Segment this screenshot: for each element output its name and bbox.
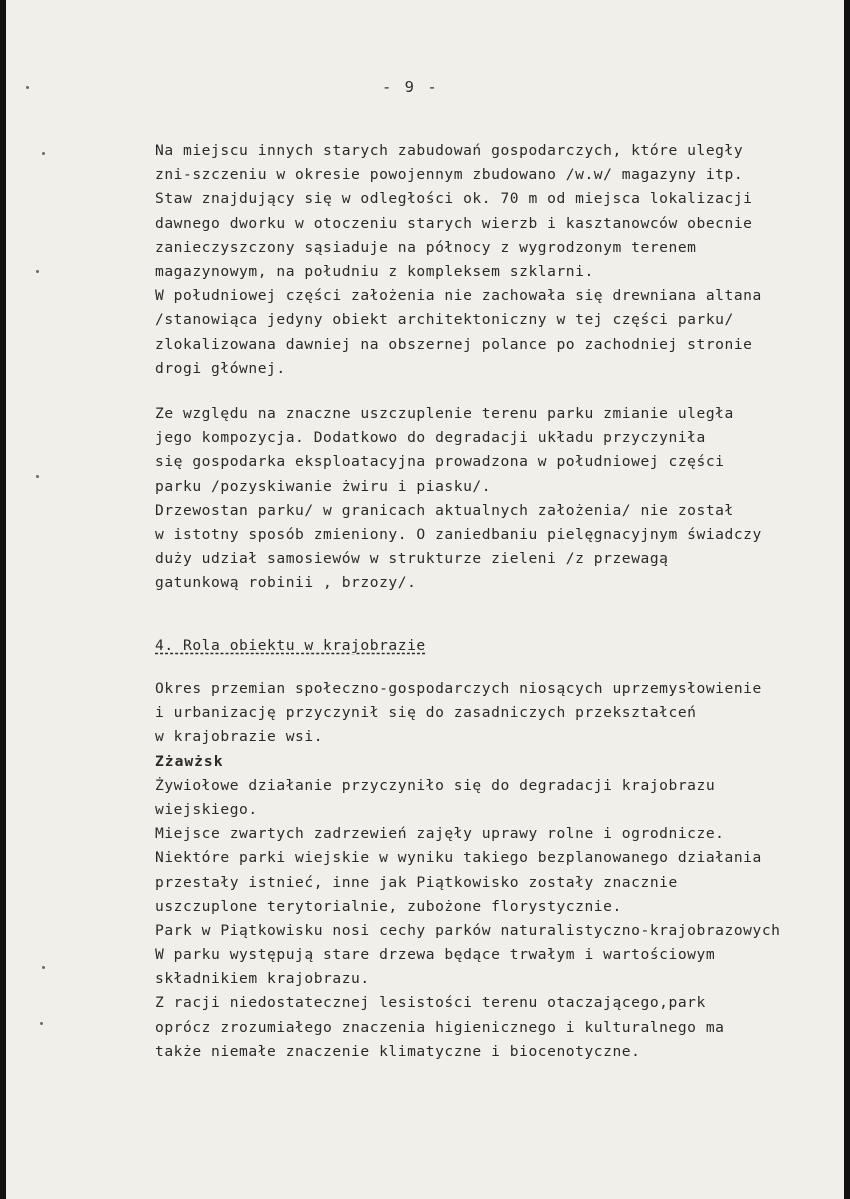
text-line: oprócz zrozumiałego znaczenia higienicznego i kulturalnego ma <box>155 1018 725 1036</box>
text-line: zlokalizowana dawniej na obszernej polance po zachodniej stronie <box>155 335 753 353</box>
text-line: magazynowym, na południu z kompleksem szklarni. <box>155 262 594 280</box>
text-line: wiejskiego. <box>155 800 258 818</box>
scan-speck <box>26 86 29 89</box>
text-line: duży udział samosiewów w strukturze zieleni /z przewagą <box>155 550 669 568</box>
text-line: Park w Piątkowisku nosi cechy parków naturalistyczno-krajobrazowych <box>155 921 781 939</box>
struck-out-word: Zżawżsk <box>155 752 224 770</box>
text-line: Drzewostan parku/ w granicach aktualnych założenia/ nie został <box>155 501 734 519</box>
text-line: jego kompozycja. Dodatkowo do degradacji układu przyczyniła <box>155 429 706 447</box>
text-line: parku /pozyskiwanie żwiru i piasku/. <box>155 477 492 495</box>
text-line: zanieczyszczony sąsiaduje na północy z wygrodzonym terenem <box>155 238 697 256</box>
text-line: i urbanizację przyczynił się do zasadniczych przekształceń <box>155 704 697 722</box>
text-line: gatunkową robinii , brzozy/. <box>155 574 417 592</box>
section-4-body <box>155 677 844 1064</box>
text-line: w krajobrazie wsi. <box>155 728 324 746</box>
scan-speck <box>40 1022 43 1025</box>
text-line: dawnego dworku w otoczeniu starych wierzb i kasztanowców obecnie <box>155 214 753 232</box>
page-number: - 9 - <box>382 78 439 96</box>
text-line: Staw znajdujący się w odległości ok. 70 m od miejsca lokalizacji <box>155 190 753 208</box>
scan-speck <box>42 966 45 969</box>
text-line: drogi głównej. <box>155 359 286 377</box>
text-line: Na miejscu innych starych zabudowań gospodarczych, które uległy <box>155 142 744 159</box>
text-line: W południowej części założenia nie zachowała się drewniana altana <box>155 287 762 305</box>
text-line: w istotny sposób zmieniony. O zaniedbaniu pielęgnacyjnym świadczy <box>155 525 762 543</box>
text-line: W parku występują stare drzewa będące trwałym i wartościowym <box>155 946 716 964</box>
document-page <box>6 0 844 1199</box>
text-line: się gospodarka eksploatacyjna prowadzona w południowej części <box>155 453 725 471</box>
scan-speck <box>36 270 39 273</box>
scan-speck <box>36 475 39 478</box>
section-heading <box>155 634 844 658</box>
text-line: Okres przemian społeczno-gospodarczych niosących uprzemysłowienie <box>155 680 762 697</box>
text-line: także niemałe znaczenie klimatyczne i biocenotyczne. <box>155 1042 641 1060</box>
text-line: zni-szczeniu w okresie powojennym zbudowano /w.w/ magazyny itp. <box>155 166 744 184</box>
text-line: Ze względu na znaczne uszczuplenie terenu parku zmianie uległa <box>155 405 734 422</box>
text-line: Niektóre parki wiejskie w wyniku takiego bezplanowanego działania <box>155 849 762 867</box>
text-line: uszczuplone terytorialnie, zubożone florystycznie. <box>155 897 622 915</box>
scan-speck <box>42 152 45 155</box>
paragraph-1 <box>155 139 844 381</box>
text-line: Z racji niedostatecznej lesistości terenu otaczającego,park <box>155 994 706 1012</box>
text-line: /stanowiąca jedyny obiekt architektoniczny w tej części parku/ <box>155 311 734 329</box>
section-title: 4. Rola obiektu w krajobrazie <box>155 637 426 654</box>
text-line: składnikiem krajobrazu. <box>155 970 370 988</box>
paragraph-2 <box>155 402 844 596</box>
text-line: Żywiołowe działanie przyczyniło się do degradacji krajobrazu <box>155 776 716 794</box>
text-line: przestały istnieć, inne jak Piątkowisko zostały znacznie <box>155 873 678 891</box>
text-line: Miejsce zwartych zadrzewień zajęły uprawy rolne i ogrodnicze. <box>155 825 725 843</box>
